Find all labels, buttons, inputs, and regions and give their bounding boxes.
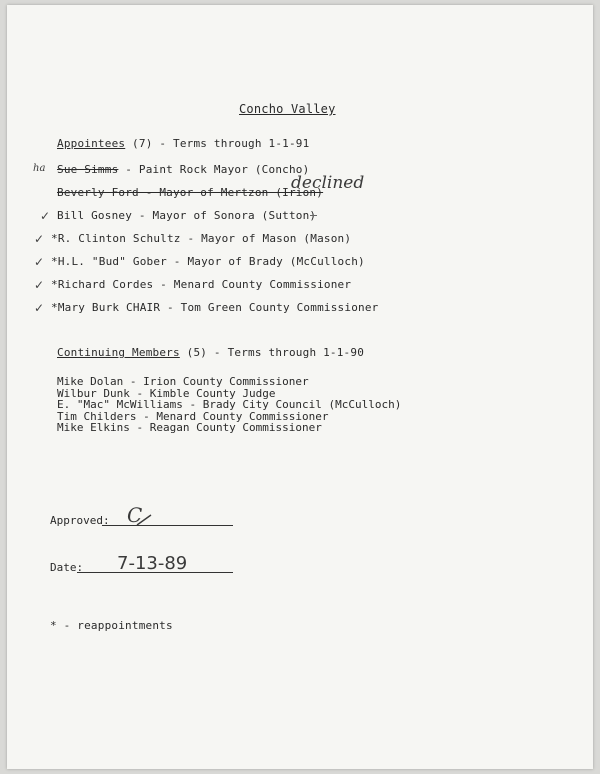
appointee-row-clinton-schultz: *R. Clinton Schultz - Mayor of Mason (Mason) [51, 232, 352, 245]
appointees-heading [57, 137, 309, 150]
continuing-heading [57, 346, 364, 359]
appointee-row-sue-simms [57, 163, 309, 176]
date-label: Date: [50, 561, 84, 574]
handwritten-mark-ha: ha [33, 163, 46, 174]
appointees-heading-label: Appointees [57, 137, 126, 150]
continuing-heading-terms: (5) - Terms through 1-1-90 [179, 346, 365, 359]
check-mark-icon: ✓ [40, 209, 51, 223]
pen-dash [310, 215, 317, 216]
appointee-name-struck: Sue Simms [57, 163, 119, 176]
list-item: Tim Childers - Menard County Commissioner [57, 409, 329, 423]
check-mark-icon: ✓ [34, 255, 45, 269]
document-page [7, 5, 593, 769]
handwritten-note-declined: declined [291, 173, 365, 193]
check-mark-icon: ✓ [34, 301, 45, 315]
footnote: * - reappointments [50, 619, 173, 632]
appointee-row-bud-gober: *H.L. "Bud" Gober - Mayor of Brady (McCulloch) [51, 255, 365, 268]
appointees-heading-terms: (7) - Terms through 1-1-91 [125, 137, 310, 150]
check-mark-icon: ✓ [34, 232, 45, 246]
appointee-row-beverly-ford: Beverly Ford - Mayor of Mertzon (Irion) [57, 186, 324, 199]
appointee-row-bill-gosney: Bill Gosney - Mayor of Sonora (Sutton) [57, 209, 317, 222]
approved-label: Approved: [50, 514, 110, 527]
handwritten-date: 7-13-89 [117, 553, 188, 574]
appointee-row-richard-cordes: *Richard Cordes - Menard County Commissioner [51, 278, 352, 291]
signature-stroke-icon [135, 513, 153, 527]
list-item: Wilbur Dunk - Kimble County Judge [57, 386, 276, 400]
check-mark-icon: ✓ [34, 278, 45, 292]
list-item: Mike Dolan - Irion County Commissioner [57, 375, 309, 388]
approved-signature: C [127, 503, 143, 527]
appointee-row-mary-burk: *Mary Burk CHAIR - Tom Green County Commissioner [51, 301, 379, 314]
continuing-heading-label: Continuing Members [57, 346, 180, 359]
list-item: Mike Elkins - Reagan County Commissioner [57, 421, 322, 434]
page-title: Concho Valley [239, 102, 336, 116]
appointee-detail: - Paint Rock Mayor (Concho) [118, 163, 310, 176]
continuing-members-list [57, 376, 401, 434]
approved-signature-line [102, 525, 233, 526]
list-item: E. "Mac" McWilliams - Brady City Council (McCulloch) [57, 398, 402, 411]
